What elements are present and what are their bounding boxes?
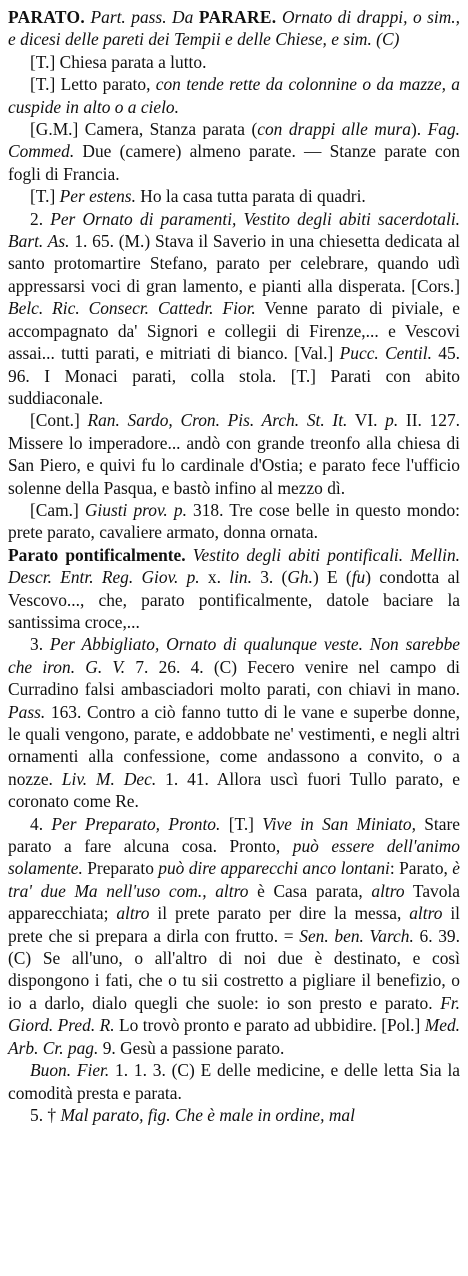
text-run: 2. — [30, 208, 51, 229]
text-run: Pucc. Centil. — [339, 343, 432, 364]
entry-paragraph — [8, 6, 460, 51]
text-run: : Parato, — [389, 858, 453, 879]
entry-paragraph — [8, 633, 460, 812]
text-run: ) condotta al Vescovo..., che, parato pontificalmente, datole baciare la santissima croce,... — [8, 567, 460, 632]
text-run: [T.] Letto parato, — [30, 74, 156, 95]
text-run: 1. 1. 3. (C) E delle medicine, e delle letta Sia la comodità presta e parata. — [8, 1060, 460, 1103]
text-run: lin. — [229, 567, 252, 588]
text-run: 45. 96. I Monaci parati, colla stola. [T.] Parati con abito suddiaconale. — [8, 343, 461, 408]
entry-paragraph — [8, 208, 460, 410]
text-run: [Cont.] — [30, 410, 88, 431]
text-run: ). — [411, 119, 428, 140]
text-run: [T.] Chiesa parata a lutto. — [30, 51, 207, 72]
dictionary-entry-parato — [8, 6, 460, 1126]
text-run: Due (camere) almeno parate. — Stanze parate con fogli di Francia. — [8, 141, 460, 184]
text-run: [Cam.] — [30, 499, 85, 520]
text-run: Parato pontificalmente. — [8, 544, 186, 565]
entry-paragraph — [8, 185, 460, 207]
text-run: Sen. ben. Varch. — [299, 925, 414, 946]
text-run: altro — [116, 903, 150, 924]
text-run: 163. Contro a ciò fanno tutto di le vane e superbe donne, le quali vengono, parate, e addobbate ne' vestimenti, e negli altri ornamenti alla confessione, come andassono a convito, o a nozze. — [8, 701, 460, 789]
text-run: altro — [371, 880, 405, 901]
text-run: Stare parato a fare alcuna cosa. Pronto, — [8, 813, 460, 857]
entry-paragraph — [8, 499, 460, 544]
text-run: Giusti prov. p. — [84, 499, 187, 520]
text-run: 5. † — [30, 1104, 61, 1125]
text-run: 9. Gesù a passione parato. — [98, 1037, 285, 1058]
text-run: Liv. M. Dec. — [61, 768, 157, 789]
text-run: Ho la casa tutta parata di quadri. — [135, 186, 366, 207]
entry-paragraph — [8, 1104, 460, 1126]
text-run: Lo trovò pronto e parato ad ubbidire. [Pol.] — [114, 1015, 425, 1036]
entry-paragraph — [8, 118, 460, 185]
text-run — [186, 545, 193, 565]
text-run: 1. 41. Allora uscì fuori Tullo parato, e coronato come Re. — [8, 768, 461, 812]
text-run: x. — [199, 567, 230, 588]
text-run: Fr. Giord. Pred. R. — [8, 992, 460, 1036]
text-run: 6. 39. (C) Se all'uno, o all'altro di noi due è destinato, e così dispongono i fati, che o tu sii costretto a pigliare il benefizio, o io a darlo, dialo quegli che suole: io son presto e parato. — [8, 925, 460, 1013]
text-run: il prete parato per dire la messa, — [149, 903, 410, 924]
text-run: PARATO. — [8, 7, 85, 27]
text-run: è tra' due Ma nell'uso com., altro — [8, 858, 460, 901]
entry-paragraph — [8, 409, 460, 499]
text-run: ) E ( — [312, 567, 352, 588]
text-run: Preparato — [82, 858, 159, 879]
text-run: Venne parato di piviale, e accompagnato da' Signori e collegii di Firenze,... e Vescovi assai... tutti parati, e mitriati di bianco. [Val.] — [8, 298, 460, 364]
text-run: può essere dell'animo solamente. — [8, 836, 460, 879]
entry-paragraph — [8, 73, 460, 118]
text-run: [T.] — [30, 186, 60, 207]
text-run: 318. Tre cose belle in questo mondo: prete parato, cavaliere armato, donna ornata. — [8, 499, 461, 543]
text-run: altro — [409, 903, 443, 924]
text-run: p. — [385, 410, 399, 431]
text-run: 4. — [30, 813, 52, 834]
text-run: Per estens. — [59, 186, 136, 207]
text-run: può dire apparecchi anco lontani — [158, 858, 390, 879]
text-run: Ornato di drappi, o sim., e dicesi delle pareti dei Tempii e delle Chiese, e sim. (C) — [8, 7, 460, 50]
text-run: [G.M.] Camera, Stanza parata ( — [30, 119, 258, 140]
text-run: 7. 26. 4. (C) Fecero venire nel campo di Curradino falsi ambasciadori molto parati, con chiavi in mano. — [8, 656, 460, 700]
text-run: Gh. — [287, 567, 313, 588]
text-run: [T.] — [220, 813, 263, 834]
text-run: 3. — [30, 634, 50, 655]
text-run: Fag. Commed. — [8, 119, 460, 162]
text-run: fu — [351, 567, 366, 588]
text-run: è Casa parata, — [248, 880, 372, 901]
text-run: Tavola apparecchiata; — [8, 880, 460, 924]
text-run: Per Ornato di paramenti, Vestito degli abiti sacerdotali. Bart. As. — [8, 208, 460, 252]
text-run: Pass. — [8, 701, 46, 722]
text-run: Vive in San Miniato, — [262, 813, 416, 834]
text-run: 3. ( — [251, 567, 288, 588]
entry-paragraph — [8, 51, 460, 73]
text-run: Belc. Ric. Consecr. Cattedr. Fior. — [8, 298, 256, 319]
text-run: Ran. Sardo, Cron. Pis. Arch. St. It. — [87, 410, 348, 431]
text-run: il prete che si prepara a dirla con frutto. = — [8, 903, 460, 946]
text-run: Vestito degli abiti pontificali. Mellin. Descr. Entr. Reg. Giov. p. — [8, 544, 460, 588]
text-run: 1. 65. (M.) Stava il Saverio in una chiesetta dedicata al santo protomartire Stefano, parato per celebrare, quando udì appressarsi voci di gran lamento, e pianti alla disperata. [Cors.] — [8, 231, 460, 296]
text-run: Buon. Fier. — [30, 1060, 110, 1081]
text-run: II. 127. Missere lo imperadore... andò con grande treonfo alla chiesa di San Piero, e quivi fu lo cardinale d'Ostia; e parato fece l'ufficio solenne della Pasqua, e bastò infino al mezzo dì. — [8, 410, 460, 498]
text-run: Per Preparato, Pronto. — [51, 813, 221, 834]
text-run: con drappi alle mura — [257, 119, 411, 140]
text-run: PARARE. — [198, 7, 277, 27]
entry-paragraph — [8, 1059, 460, 1104]
text-run: Mal parato, fig. Che è male in ordine, mal — [60, 1104, 355, 1125]
text-run: Med. Arb. Cr. pag. — [8, 1015, 460, 1058]
entry-paragraph — [8, 544, 460, 634]
text-run: con tende rette da colonnine o da mazze, a cuspide in alto o a cielo. — [8, 74, 460, 117]
text-run: Part. pass. Da — [90, 7, 199, 27]
text-run: VI. — [347, 410, 386, 431]
entry-paragraph — [8, 813, 460, 1059]
text-run: Per Abbigliato, Ornato di qualunque veste. Non sarebbe che iron. G. V. — [8, 634, 461, 677]
